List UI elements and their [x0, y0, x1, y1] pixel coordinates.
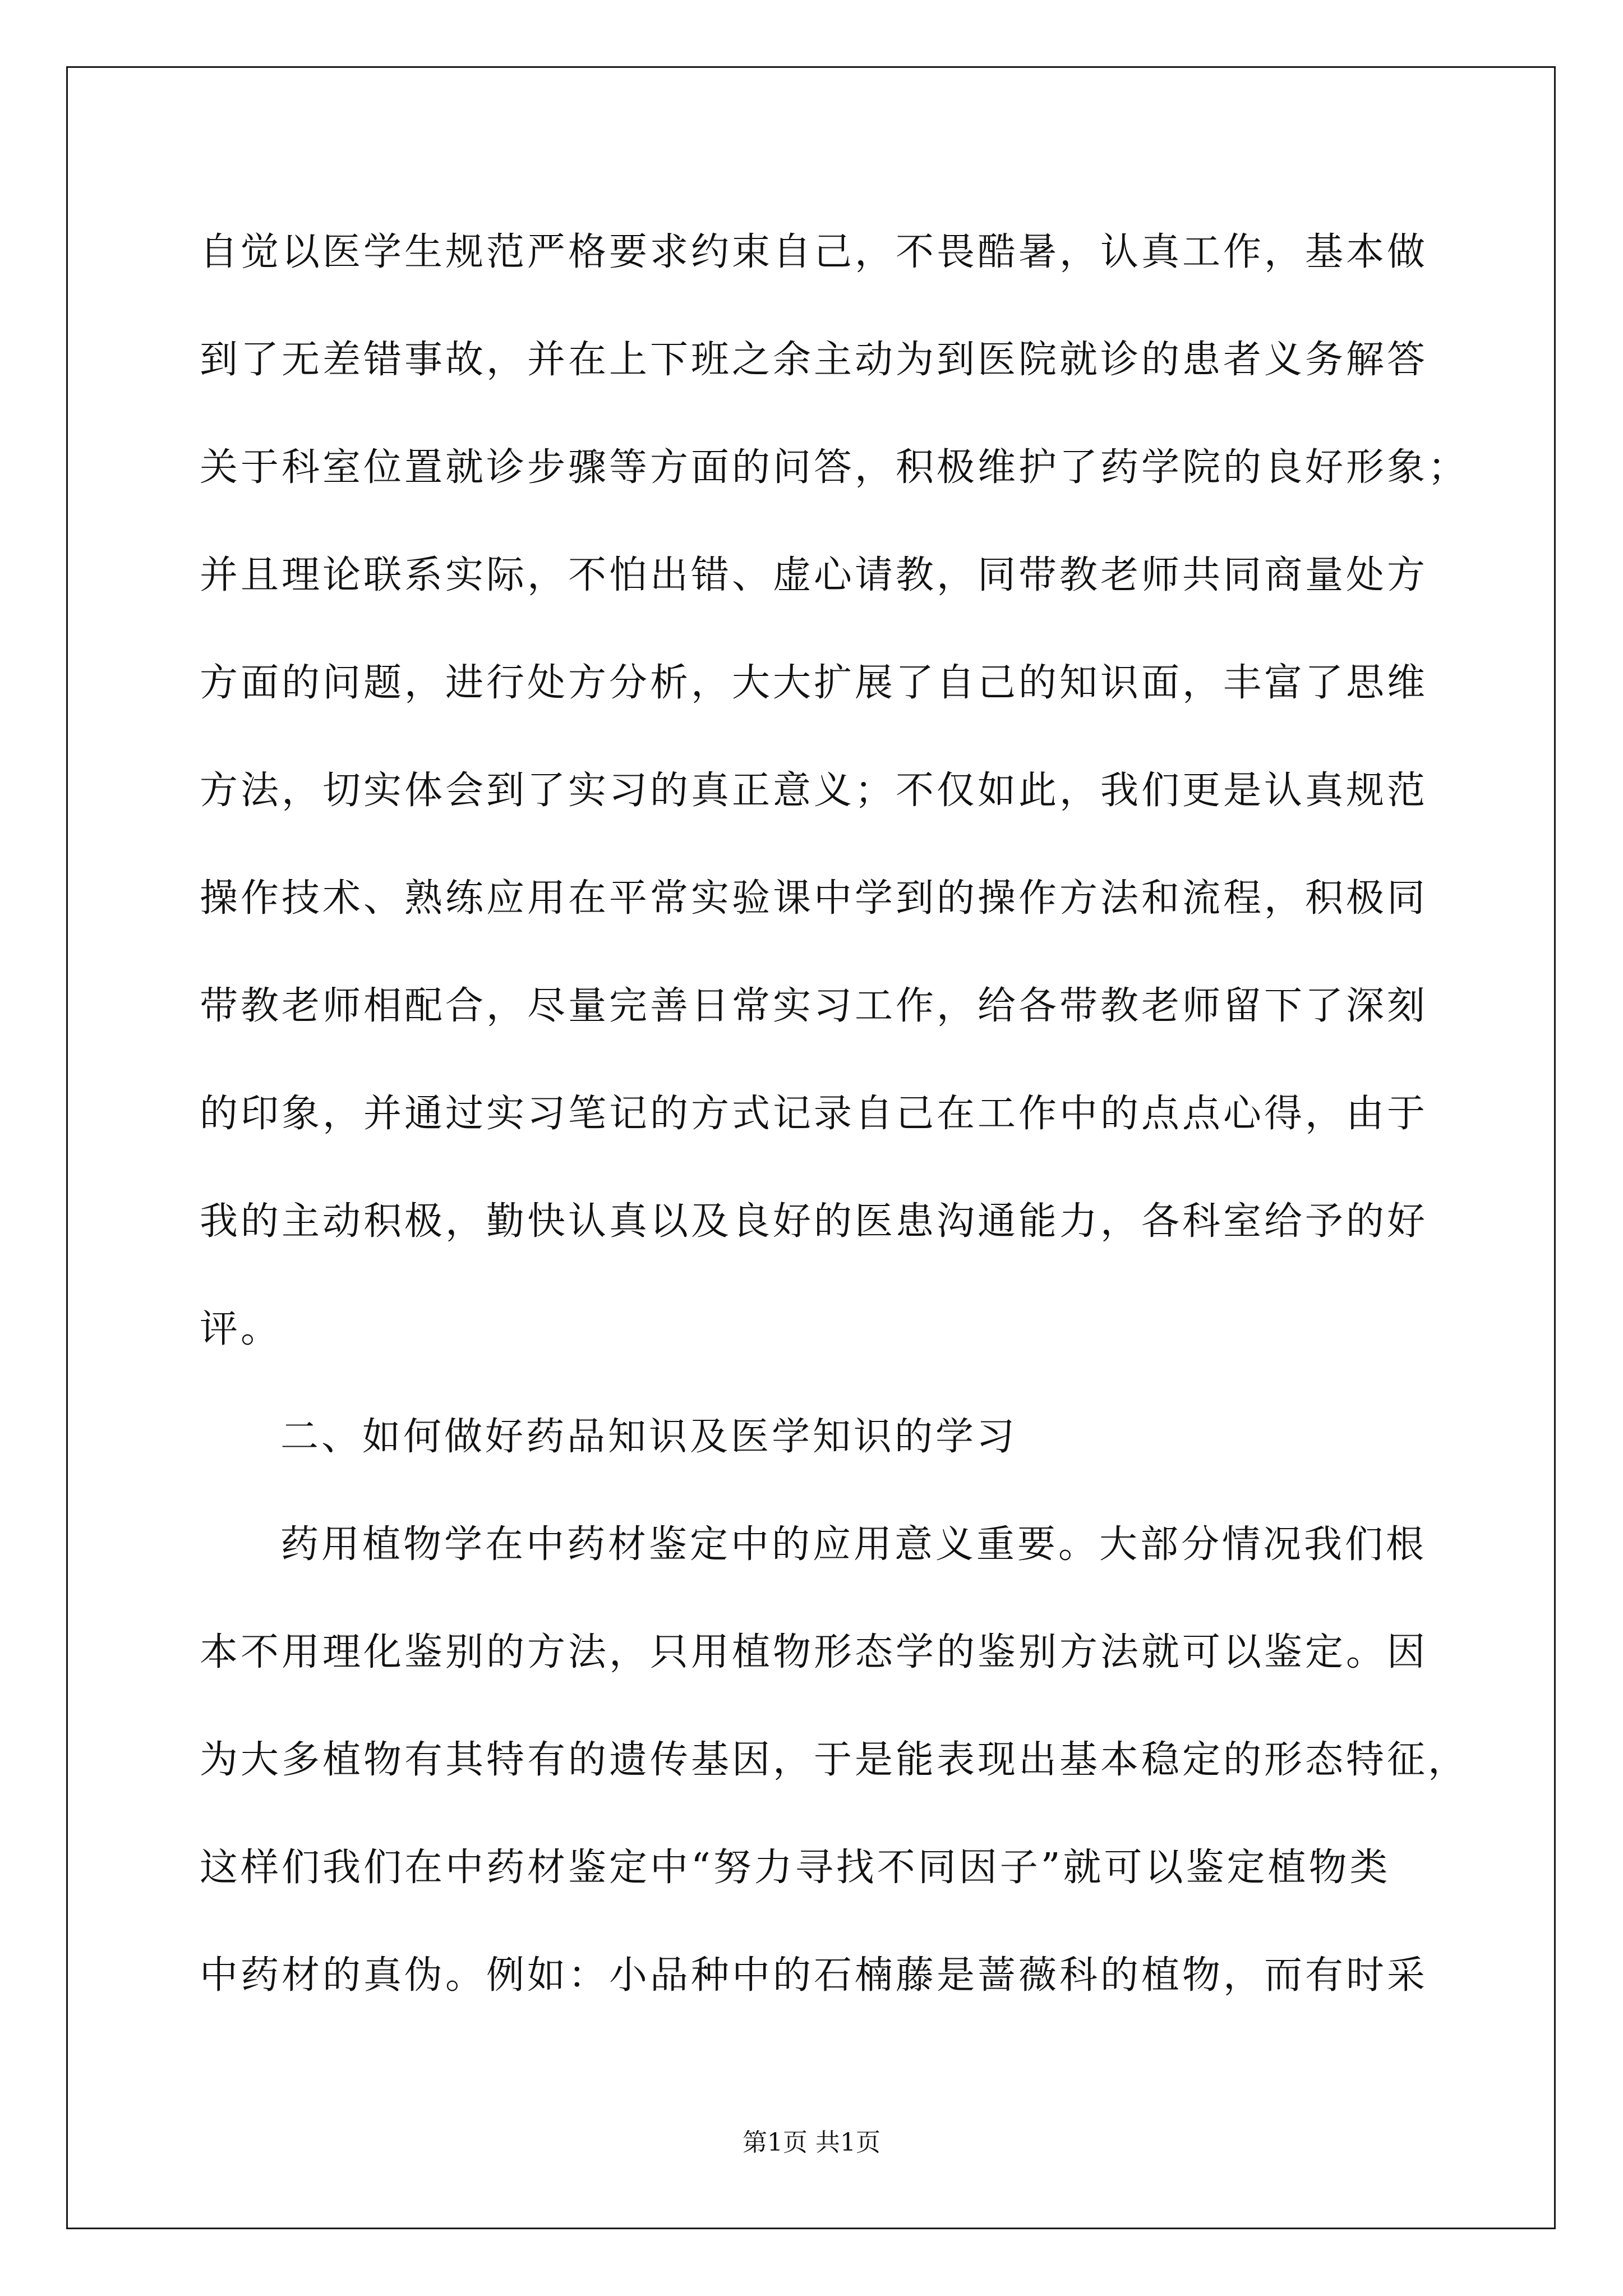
- text-line: 中药材的真伪。例如：小品种中的石楠藤是蔷薇科的植物，而有时采: [200, 1953, 1428, 1998]
- text-line: 带教老师相配合，尽量完善日常实习工作，给各带教老师留下了深刻: [200, 984, 1428, 1028]
- text-line: 到了无差错事故，并在上下班之余主动为到医院就诊的患者义务解答: [200, 338, 1428, 382]
- paragraph-1: [200, 199, 1469, 1383]
- text-line: 药用植物学在中药材鉴定中的应用意义重要。大部分情况我们根: [280, 1522, 1427, 1567]
- text-line: 本不用理化鉴别的方法，只用植物形态学的鉴别方法就可以鉴定。因: [200, 1630, 1428, 1674]
- paragraph-2: [200, 1491, 1469, 2030]
- text-line: 我的主动积极，勤快认真以及良好的医患沟通能力，各科室给予的好: [200, 1199, 1428, 1244]
- text-line: 关于科室位置就诊步骤等方面的问答，积极维护了药学院的良好形象；: [200, 445, 1469, 490]
- section-heading: 二、如何做好药品知识及医学知识的学习: [280, 1415, 1018, 1459]
- text-line: 操作技术、熟练应用在平常实验课中学到的操作方法和流程，积极同: [200, 876, 1428, 921]
- text-line: 这样们我们在中药材鉴定中“努力寻找不同因子”就可以鉴定植物类: [200, 1846, 1391, 1890]
- text-line: 为大多植物有其特有的遗传基因，于是能表现出基本稳定的形态特征，: [200, 1738, 1469, 1782]
- text-line: 并且理论联系实际，不怕出错、虚心请教，同带教老师共同商量处方: [200, 553, 1428, 597]
- text-line: 方面的问题，进行处方分析，大大扩展了自己的知识面，丰富了思维: [200, 661, 1428, 705]
- text-line: 方法，切实体会到了实习的真正意义；不仅如此，我们更是认真规范: [200, 769, 1428, 813]
- page-footer: 第1页 共1页: [743, 2128, 880, 2157]
- text-line: 评。: [200, 1307, 282, 1351]
- text-line: 的印象，并通过实习笔记的方式记录自己在工作中的点点心得，由于: [200, 1092, 1428, 1136]
- document-body: [200, 199, 1469, 2030]
- text-line: 自觉以医学生规范严格要求约束自己，不畏酷暑，认真工作，基本做: [200, 230, 1428, 274]
